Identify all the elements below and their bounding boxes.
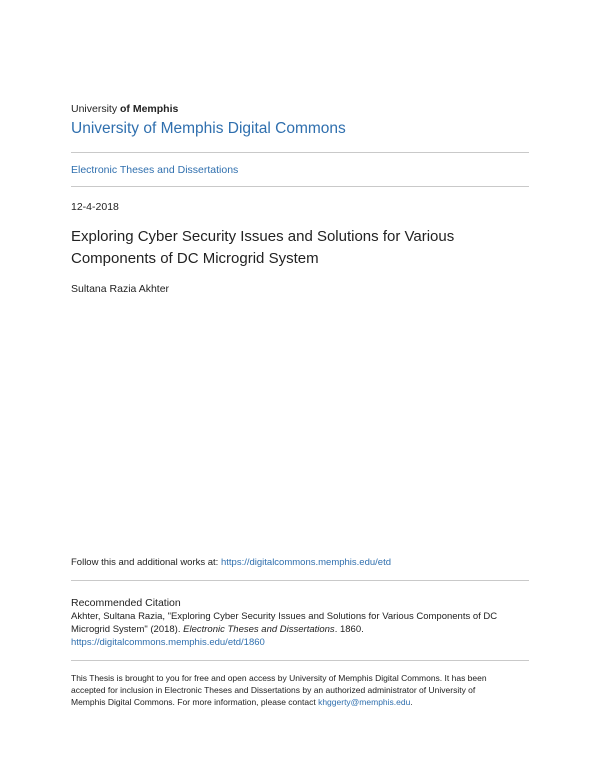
notice-line-3 <box>71 696 529 708</box>
institution-of: of Memphis <box>120 103 179 115</box>
notice-line-2: accepted for inclusion in Electronic Theses and Dissertations by an authorized administrator of University of <box>71 685 476 695</box>
divider-series <box>71 186 529 187</box>
notice-line-3-end: . <box>410 697 413 707</box>
repository-link[interactable]: University of Memphis Digital Commons <box>71 120 346 137</box>
title-line-1: Exploring Cyber Security Issues and Solutions for Various <box>71 228 455 245</box>
follow-text: Follow this and additional works at: <box>71 557 221 568</box>
notice-line-3-start: Memphis Digital Commons. For more information, please contact <box>71 697 319 707</box>
citation-line-1: Akhter, Sultana Razia, "Exploring Cyber Security Issues and Solutions for Various Components of DC <box>71 611 498 622</box>
access-notice <box>71 672 529 708</box>
citation-line-2-end: . 1860. <box>334 624 364 635</box>
document-date: 12-4-2018 <box>71 201 119 213</box>
divider-top <box>71 152 529 153</box>
follow-line <box>71 556 529 569</box>
citation-text <box>71 610 529 649</box>
series-line <box>71 163 529 177</box>
contact-email-link[interactable]: khggerty@memphis.edu <box>318 697 411 707</box>
institution-prefix: University <box>71 103 121 115</box>
notice-line-1: This Thesis is brought to you for free and open access by University of Memphis Digital Commons. It has been <box>71 673 487 683</box>
document-author: Sultana Razia Akhter <box>71 283 170 295</box>
document-title <box>71 226 529 270</box>
follow-link[interactable]: https://digitalcommons.memphis.edu/etd <box>220 557 391 568</box>
citation-line-2 <box>71 623 529 636</box>
citation-heading: Recommended Citation <box>71 597 181 609</box>
citation-link[interactable]: https://digitalcommons.memphis.edu/etd/1860 <box>71 637 265 648</box>
divider-citation <box>71 580 529 581</box>
citation-url-line <box>71 636 529 649</box>
title-line-2: Components of DC Microgrid System <box>71 250 319 267</box>
repository-line <box>71 118 529 140</box>
series-link[interactable]: Electronic Theses and Dissertations <box>71 164 239 176</box>
citation-series: Electronic Theses and Dissertations <box>183 624 335 635</box>
citation-line-2-start: Microgrid System" (2018). <box>71 624 184 635</box>
institution-name <box>71 102 529 116</box>
divider-notice <box>71 660 529 661</box>
